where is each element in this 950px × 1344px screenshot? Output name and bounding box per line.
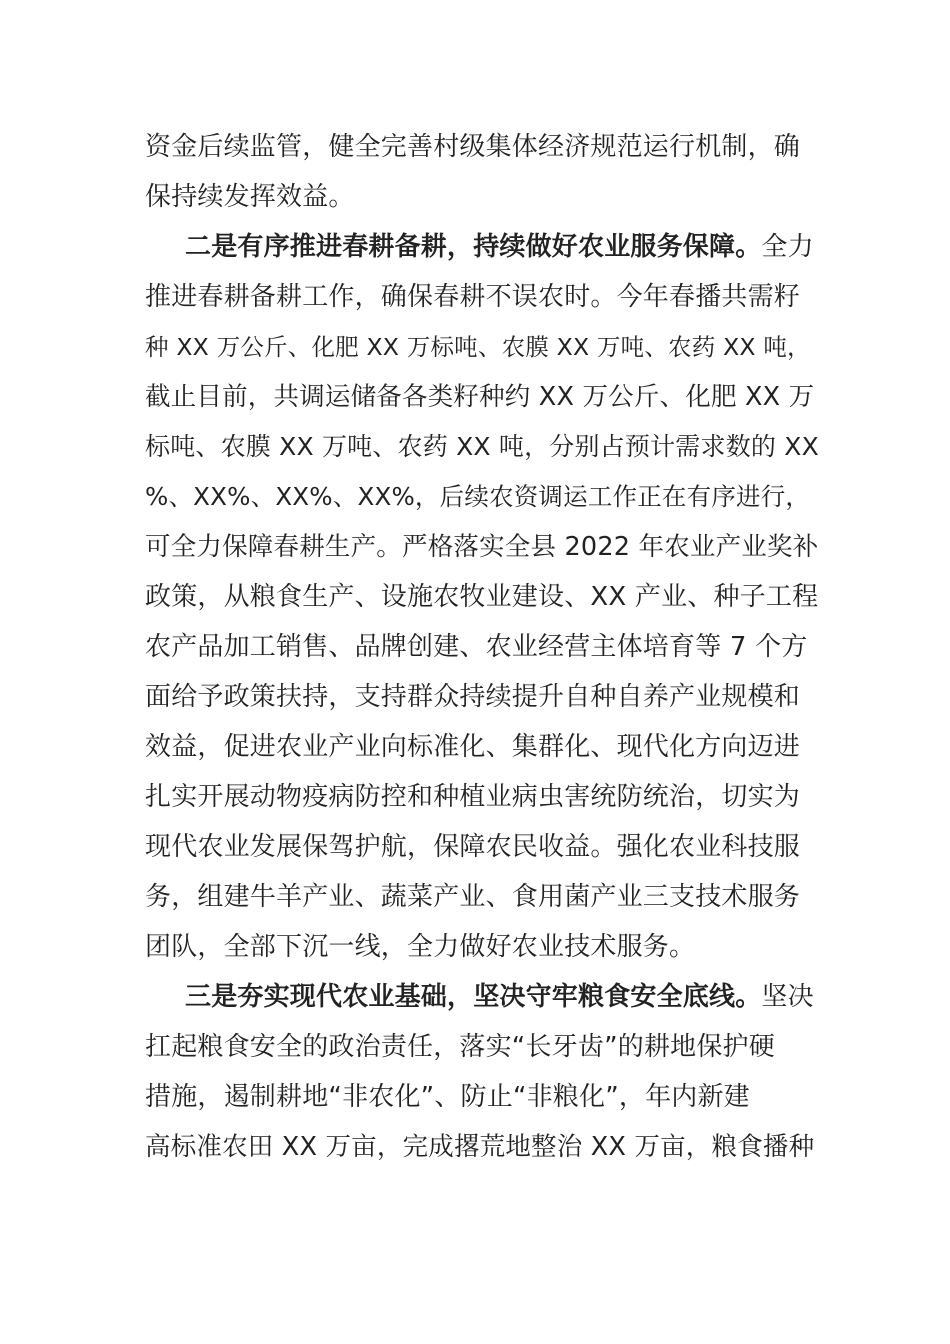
line-text: 资金后续监管，健全完善村级集体经济规范运行机制，确 bbox=[145, 132, 801, 162]
text-line bbox=[145, 827, 820, 867]
line-text: 措施，遏制耕地“非农化”、防止“非粮化”，年内新建 bbox=[145, 1082, 750, 1112]
text-line bbox=[145, 627, 820, 667]
line-text: 标吨、农膜 XX 万吨、农药 XX 吨，分别占预计需求数的 XX bbox=[145, 432, 819, 461]
text-line bbox=[145, 727, 820, 767]
line-text: 现代农业发展保驾护航，保障农民收益。强化农业科技服 bbox=[145, 832, 801, 862]
text-line bbox=[145, 577, 820, 617]
text-line bbox=[145, 1077, 820, 1117]
text-line bbox=[145, 877, 820, 917]
line-text: 面给予政策扶持，支持群众持续提升自种自养产业规模和 bbox=[145, 682, 801, 712]
line-text: 保持续发挥效益。 bbox=[145, 182, 355, 212]
text-line bbox=[145, 127, 820, 167]
line-text: 扛起粮食安全的政治责任，落实“长牙齿”的耕地保护硬 bbox=[145, 1032, 775, 1062]
paragraph-heading: 三是夯实现代农业基础，坚决守牢粮食安全底线。 bbox=[185, 982, 762, 1012]
line-text: 扎实开展动物疫病防控和种植业病虫害统防统治，切实为 bbox=[145, 782, 801, 812]
text-line bbox=[145, 377, 820, 417]
line-text: 政策，从粮食生产、设施农牧业建设、XX 产业、种子工程 bbox=[145, 582, 819, 612]
line-text: 可全力保障春耕生产。严格落实全县 2022 年农业产业奖补 bbox=[145, 532, 819, 562]
paragraph-heading: 二是有序推进春耕备耕，持续做好农业服务保障。 bbox=[185, 232, 762, 262]
line-text: 截止目前，共调运储备各类籽种约 XX 万公斤、化肥 XX 万 bbox=[145, 382, 815, 412]
text-line bbox=[145, 177, 820, 217]
line-text: 农产品加工销售、品牌创建、农业经营主体培育等 7 个方 bbox=[145, 632, 808, 662]
line-text: 高标准农田 XX 万亩，完成撂荒地整治 XX 万亩，粮食播种 bbox=[145, 1132, 815, 1162]
line-text: 团队，全部下沉一线，全力做好农业技术服务。 bbox=[145, 932, 696, 962]
line-text: 全力 bbox=[761, 232, 814, 262]
line-text: 推进春耕备耕工作，确保春耕不误农时。今年春播共需籽 bbox=[145, 282, 801, 312]
line-text: 务，组建牛羊产业、蔬菜产业、食用菌产业三支技术服务 bbox=[145, 882, 801, 912]
line-text: 效益，促进农业产业向标准化、集群化、现代化方向迈进 bbox=[145, 732, 801, 762]
line-text: %、XX%、XX%、XX%，后续农资调运工作正在有序进行， bbox=[145, 482, 811, 511]
text-line bbox=[145, 277, 820, 317]
text-line bbox=[145, 677, 820, 717]
text-line bbox=[145, 777, 820, 817]
text-line bbox=[145, 1027, 820, 1067]
text-line bbox=[145, 427, 820, 467]
paragraph-heading-line bbox=[145, 227, 820, 267]
text-line bbox=[145, 477, 820, 517]
text-line bbox=[145, 1127, 820, 1167]
paragraph-heading-line bbox=[145, 977, 820, 1017]
text-line bbox=[145, 527, 820, 567]
text-line bbox=[145, 927, 820, 967]
line-text: 种 XX 万公斤、化肥 XX 万标吨、农膜 XX 万吨、农药 XX 吨， bbox=[145, 333, 811, 361]
text-line bbox=[145, 327, 820, 367]
line-text: 坚决 bbox=[761, 982, 814, 1012]
